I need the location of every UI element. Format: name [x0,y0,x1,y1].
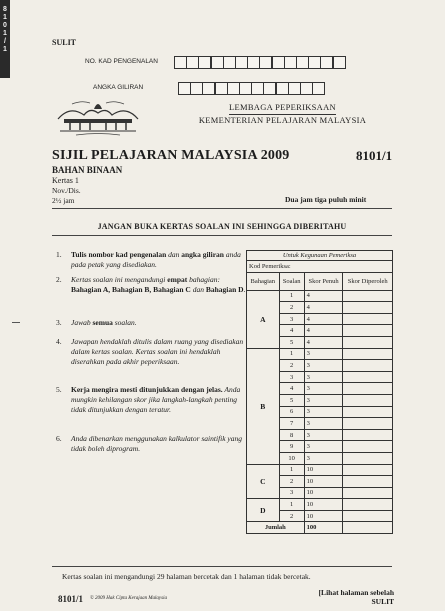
full-score: 4 [304,302,343,314]
id-digit-box[interactable] [259,56,272,69]
turn-digit-box[interactable] [239,82,252,95]
turn-digit-box[interactable] [227,82,240,95]
obtained-score-cell[interactable] [343,394,393,406]
exam-session: Nov./Dis. [52,186,81,195]
id-digit-box[interactable] [296,56,309,69]
obtained-score-cell[interactable] [343,302,393,314]
question-number: 1 [279,464,304,476]
table-row [247,499,393,511]
id-digit-box[interactable] [223,56,236,69]
board-line-2: KEMENTERIAN PELAJARAN MALAYSIA [198,115,367,125]
side-tab-char: 1 [3,46,7,53]
full-score: 3 [304,360,343,372]
section-label: A [247,290,280,348]
turn-digit-box[interactable] [263,82,276,95]
turn-digit-box[interactable] [276,82,289,95]
obtained-score-cell[interactable] [343,452,393,464]
turn-digit-box[interactable] [251,82,264,95]
obtained-score-cell[interactable] [343,406,393,418]
obtained-score-cell[interactable] [343,313,393,325]
turn-digit-box[interactable] [202,82,215,95]
id-digit-box[interactable] [235,56,248,69]
board-line-1: LEMBAGA PEPERIKSAAN [229,102,336,115]
instruction-item [56,275,246,295]
section-label: D [247,499,280,522]
question-number: 2 [279,510,304,522]
id-digit-box[interactable] [333,56,346,69]
instruction-number: 1. [56,250,62,259]
instruction-number: 2. [56,275,62,284]
side-tab-char: 0 [3,22,7,29]
question-number: 4 [279,325,304,337]
full-score: 3 [304,452,343,464]
total-score: 100 [304,522,343,534]
instruction-text: Tulis nombor kad pengenalan dan angka giliran anda pada petak yang disediakan. [71,250,241,269]
full-score: 10 [304,499,343,511]
next-page-note: [Lihat halaman sebelah [318,588,394,597]
instruction-item [56,434,246,454]
side-tab-char: 8 [3,6,7,13]
instruction-text: Kertas soalan ini mengandungi empat bahagian: Bahagian A, Bahagian B, Bahagian C dan Bahagian D. [71,275,246,294]
full-score: 10 [304,464,343,476]
question-number: 3 [279,371,304,383]
question-number: 5 [279,336,304,348]
full-score: 3 [304,429,343,441]
id-digit-box[interactable] [174,56,187,69]
id-digit-box[interactable] [272,56,285,69]
id-digit-box[interactable] [320,56,333,69]
side-tab-char: 1 [3,30,7,37]
turn-number-label: ANGKA GILIRAN [93,84,144,91]
question-number: 1 [279,348,304,360]
examiner-code: Kod Pemeriksa: [247,261,393,273]
obtained-score-cell[interactable] [343,487,393,499]
id-digit-box[interactable] [284,56,297,69]
table-row [247,348,393,360]
instruction-number: 3. [56,318,62,327]
obtained-score-cell[interactable] [343,383,393,395]
ministry-logo [50,97,146,137]
obtained-score-cell[interactable] [343,336,393,348]
full-score: 10 [304,476,343,488]
full-score: 4 [304,336,343,348]
classification-bottom: SULIT [371,597,394,606]
id-digit-box[interactable] [247,56,260,69]
obtained-score-cell[interactable] [343,360,393,372]
obtained-score-cell[interactable] [343,476,393,488]
column-header: Bahagian [247,272,280,290]
id-digit-box[interactable] [198,56,211,69]
full-score: 3 [304,418,343,430]
question-number: 4 [279,383,304,395]
question-number: 8 [279,429,304,441]
turn-number-boxes[interactable] [178,82,324,95]
obtained-score-cell[interactable] [343,371,393,383]
instruction-item [56,250,246,270]
do-not-open-warning: JANGAN BUKA KERTAS SOALAN INI SEHINGGA DIBERITAHU [97,222,347,231]
section-label: C [247,464,280,499]
question-number: 2 [279,360,304,372]
board-name [180,102,385,126]
obtained-score-cell[interactable] [343,499,393,511]
full-score: 10 [304,510,343,522]
full-score: 3 [304,394,343,406]
column-header: Soalan [279,272,304,290]
full-score: 3 [304,441,343,453]
section-label: B [247,348,280,464]
obtained-score-cell[interactable] [343,325,393,337]
full-score: 4 [304,313,343,325]
instruction-text: Jawapan hendaklah ditulis dalam ruang yang disediakan dalam kertas soalan. Kertas soalan ini hendaklah diserahkan pada akhir peperiksaan. [71,337,244,366]
column-header: Skor Diperoleh [343,272,393,290]
id-label: NO. KAD PENGENALAN [85,58,158,65]
page-count-note: Kertas soalan ini mengandungi 29 halaman bercetak dan 1 halaman tidak bercetak. [62,572,311,581]
instruction-text: Anda dibenarkan menggunakan kalkulator saintifik yang tidak boleh diprogram. [71,434,243,453]
turn-digit-box[interactable] [215,82,228,95]
instruction-text: Kerja mengira mesti ditunjukkan dengan jelas. Anda mungkin kehilangan skor jika langkah-langkah penting tidak ditunjukkan dengan teratur. [71,385,241,414]
table-row [247,290,393,302]
instruction-number: 4. [56,337,62,346]
exam-title: SIJIL PELAJARAN MALAYSIA 2009 [52,148,290,163]
turn-digit-box[interactable] [178,82,191,95]
instruction-item [56,385,246,415]
table-row [247,464,393,476]
copyright: © 2009 Hak Cipta Kerajaan Malaysia [90,596,167,601]
full-score: 10 [304,487,343,499]
obtained-score-cell[interactable] [343,441,393,453]
question-number: 5 [279,394,304,406]
id-boxes[interactable] [174,56,345,69]
full-score: 4 [304,325,343,337]
id-digit-box[interactable] [211,56,224,69]
question-number: 1 [279,290,304,302]
subject-name: BAHAN BINAAN [52,165,123,175]
footer-code: 8101/1 [58,594,84,604]
classification-top: SULIT [52,38,77,47]
question-number: 3 [279,487,304,499]
obtained-score-cell[interactable] [343,510,393,522]
divider [52,566,392,567]
punch-mark [12,322,20,323]
turn-digit-box[interactable] [300,82,313,95]
total-label: Jumlah [247,522,305,534]
full-score: 3 [304,371,343,383]
instruction-item [56,318,246,328]
question-number: 3 [279,313,304,325]
question-number: 6 [279,406,304,418]
divider [52,235,392,236]
question-number: 2 [279,302,304,314]
full-score: 3 [304,406,343,418]
question-number: 2 [279,476,304,488]
instruction-item [56,337,246,367]
instruction-number: 5. [56,385,62,394]
instruction-number: 6. [56,434,62,443]
instruction-text: Jawab semua soalan. [71,318,137,327]
total-obtained-cell[interactable] [343,522,393,534]
exam-hours: 2½ jam [52,196,75,205]
side-tab [0,0,10,78]
column-header: Skor Penuh [304,272,343,290]
full-score: 3 [304,348,343,360]
obtained-score-cell[interactable] [343,464,393,476]
obtained-score-cell[interactable] [343,429,393,441]
question-number: 10 [279,452,304,464]
turn-digit-box[interactable] [190,82,203,95]
paper-code: 8101/1 [356,148,393,163]
obtained-score-cell[interactable] [343,418,393,430]
obtained-score-cell[interactable] [343,290,393,302]
obtained-score-cell[interactable] [343,348,393,360]
side-tab-char: / [4,38,6,45]
full-score: 4 [304,290,343,302]
id-digit-box[interactable] [186,56,199,69]
exam-duration: Dua jam tiga puluh minit [285,195,367,204]
footer-right [300,588,394,606]
id-digit-box[interactable] [308,56,321,69]
question-number: 9 [279,441,304,453]
divider [52,208,392,209]
question-number: 1 [279,499,304,511]
side-tab-char: 1 [3,14,7,21]
turn-digit-box[interactable] [288,82,301,95]
question-number: 7 [279,418,304,430]
table-title: Untuk Kegunaan Pemeriksa [247,251,393,261]
turn-digit-box[interactable] [312,82,325,95]
examiner-score-table [246,250,393,534]
paper-number: Kertas 1 [52,176,79,185]
full-score: 3 [304,383,343,395]
